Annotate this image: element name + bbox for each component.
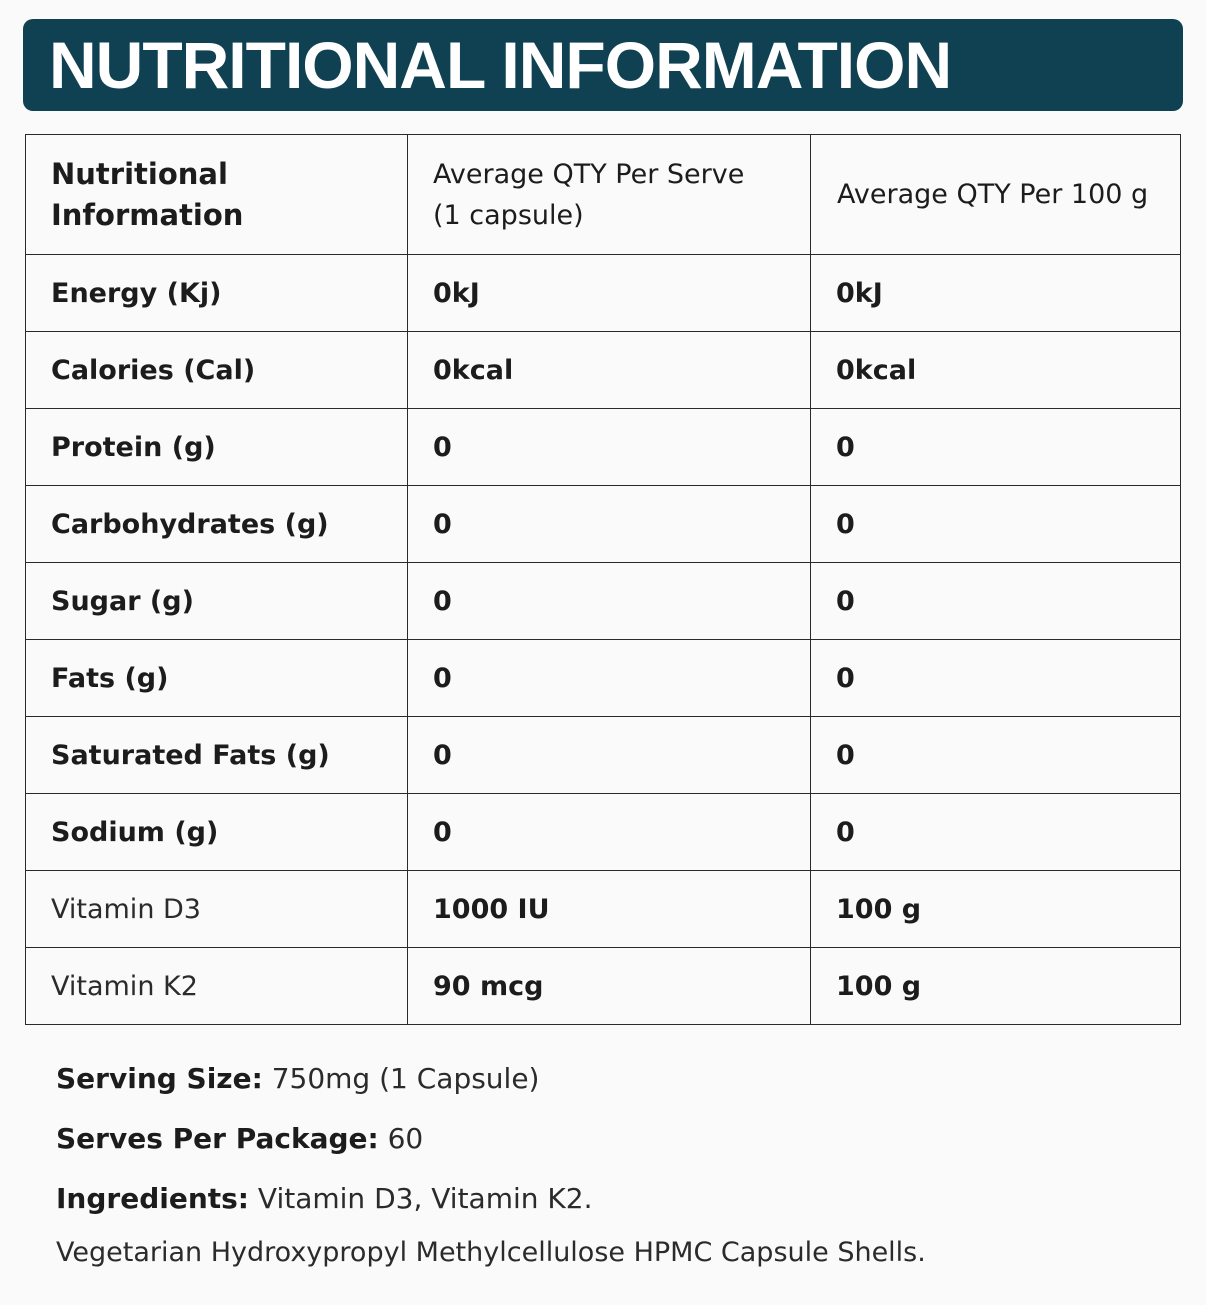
table-row — [26, 563, 1181, 640]
page-title: NUTRITIONAL INFORMATION — [49, 28, 952, 102]
per-serve-value: 0kcal — [408, 332, 811, 409]
header-per-serve — [408, 135, 811, 255]
nutrient-name: Sugar (g) — [26, 563, 408, 640]
per-serve-value: 90 mcg — [408, 948, 811, 1025]
header-nutritional-information — [26, 135, 408, 255]
per-serve-value: 0 — [408, 717, 811, 794]
nutrient-name: Fats (g) — [26, 640, 408, 717]
header-line: (1 capsule) — [433, 199, 584, 231]
per-100g-value: 0 — [811, 640, 1181, 717]
per-serve-value: 1000 IU — [408, 871, 811, 948]
serves-per-package-value: 60 — [378, 1122, 424, 1155]
per-100g-value: 0 — [811, 486, 1181, 563]
ingredients-line — [56, 1182, 592, 1215]
per-serve-value: 0 — [408, 486, 811, 563]
per-100g-value: 0kcal — [811, 332, 1181, 409]
header-line: Information — [51, 197, 244, 232]
per-100g-value: 0 — [811, 794, 1181, 871]
header-per-100g — [811, 135, 1181, 255]
per-100g-value: 0 — [811, 563, 1181, 640]
nutrition-table-container — [25, 134, 1181, 1025]
per-100g-value: 0 — [811, 717, 1181, 794]
nutrient-name: Energy (Kj) — [26, 255, 408, 332]
table-row — [26, 332, 1181, 409]
nutrient-name: Saturated Fats (g) — [26, 717, 408, 794]
per-serve-value: 0 — [408, 640, 811, 717]
serves-per-package-label: Serves Per Package: — [56, 1122, 379, 1155]
nutrient-name: Sodium (g) — [26, 794, 408, 871]
nutrient-name: Calories (Cal) — [26, 332, 408, 409]
table-row — [26, 640, 1181, 717]
table-row — [26, 717, 1181, 794]
per-serve-value: 0 — [408, 409, 811, 486]
table-header-row — [26, 135, 1181, 255]
table-row — [26, 486, 1181, 563]
per-serve-value: 0kJ — [408, 255, 811, 332]
per-100g-value: 100 g — [811, 871, 1181, 948]
per-serve-value: 0 — [408, 794, 811, 871]
nutrient-name: Vitamin D3 — [26, 871, 408, 948]
per-serve-value: 0 — [408, 563, 811, 640]
table-row — [26, 871, 1181, 948]
serves-per-package-line — [56, 1122, 423, 1155]
per-100g-value: 0kJ — [811, 255, 1181, 332]
nutrient-name: Protein (g) — [26, 409, 408, 486]
serving-size-label: Serving Size: — [56, 1062, 263, 1095]
table-row — [26, 948, 1181, 1025]
header-line: Average QTY Per 100 g — [837, 179, 1149, 210]
table-row — [26, 409, 1181, 486]
serving-size-value: 750mg (1 Capsule) — [262, 1062, 540, 1095]
per-100g-value: 0 — [811, 409, 1181, 486]
per-100g-value: 100 g — [811, 948, 1181, 1025]
table-row — [26, 255, 1181, 332]
ingredients-value: Vitamin D3, Vitamin K2. — [249, 1182, 593, 1215]
nutrient-name: Vitamin K2 — [26, 948, 408, 1025]
title-banner — [23, 19, 1183, 111]
table-row — [26, 794, 1181, 871]
nutrition-table — [25, 134, 1181, 1025]
serving-size-line — [56, 1062, 539, 1095]
header-line: Average QTY Per Serve — [433, 158, 745, 190]
ingredients-label: Ingredients: — [56, 1182, 250, 1215]
capsule-note: Vegetarian Hydroxypropyl Methylcellulose HPMC Capsule Shells. — [56, 1237, 926, 1268]
header-line: Nutritional — [51, 156, 228, 191]
nutrient-name: Carbohydrates (g) — [26, 486, 408, 563]
